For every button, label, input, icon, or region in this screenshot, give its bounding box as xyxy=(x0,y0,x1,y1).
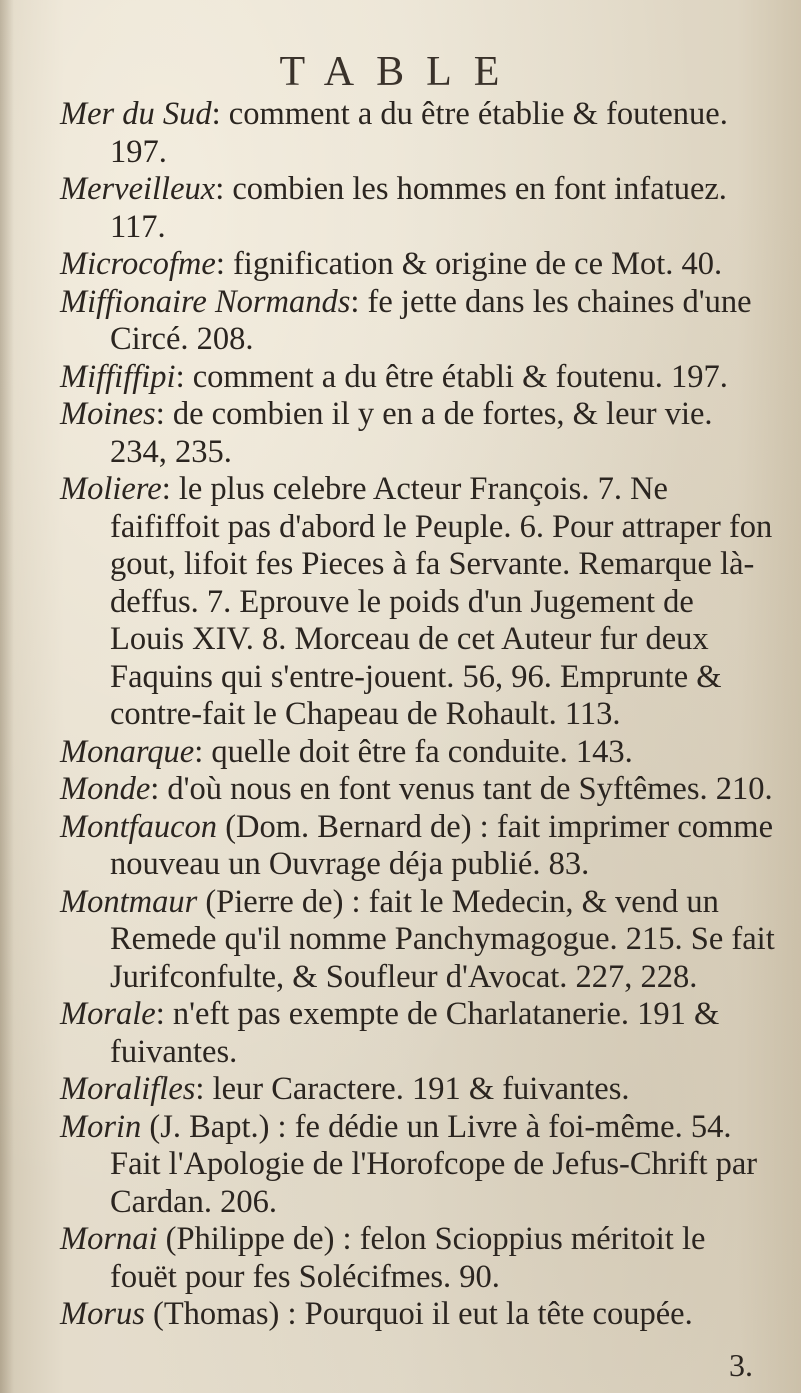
entry-keyword: Montmaur xyxy=(60,883,198,920)
page-folio: 3. xyxy=(729,1347,753,1383)
entry-keyword: Moliere xyxy=(60,471,162,507)
index-entry xyxy=(60,996,775,1071)
entry-text: (Dom. Bernard de) : fait imprimer comme nouveau un Ouvrage déja publié. 83. xyxy=(110,808,773,882)
entry-keyword: Morus xyxy=(60,1296,145,1332)
entry-text: : comment a du être établi & foutenu. 197. xyxy=(175,358,728,395)
entry-keyword: Montfaucon xyxy=(60,808,218,845)
entry-keyword: Monarque xyxy=(60,733,195,770)
index-entry xyxy=(60,246,775,284)
entry-text: : le plus celebre Acteur François. 7. Ne faififfoit pas d'abord le Peuple. 6. Pour attraper fon gout, lifoit fes Pieces à fa Servante. Remarque là-deffus. 7. Eprouve le poids d'un Jugement de Louis XIV. 8. Morceau de cet Auteur fur deux Faquins qui s'entre-jouent. 56, 96. Emprunte & contre-fait le Chapeau de Rohault. 113. xyxy=(110,471,773,732)
entry-text: (Thomas) : Pourquoi il eut la tête coupée. xyxy=(144,1296,693,1332)
entry-text: (Pierre de) : fait le Medecin, & vend un Remede qu'il nomme Panchymagogue. 215. Se fait Jurifconfulte, & Soufleur d'Avocat. 227, 228. xyxy=(110,883,775,995)
index-entry xyxy=(60,359,775,397)
entry-text: : comment a du être établie & foutenue. 197. xyxy=(110,96,728,170)
index-entry xyxy=(60,96,775,171)
entry-text: (J. Bapt.) : fe dédie un Livre à foi-même. 54. Fait l'Apologie de l'Horofcope de Jefus-Chrift par Cardan. 206. xyxy=(110,1108,758,1220)
entry-keyword: Monde xyxy=(60,771,151,807)
index-entry xyxy=(60,809,775,884)
page-header: TABLE xyxy=(279,49,522,95)
entry-keyword: Miffionaire Normands xyxy=(60,283,351,320)
entry-text: : d'où nous en font venus tant de Syftêmes. 210. xyxy=(150,771,773,807)
entry-keyword: Merveilleux xyxy=(60,171,216,207)
entry-text: (Philippe de) : felon Scioppius méritoit le fouët pour fes Solécifmes. 90. xyxy=(110,1221,706,1295)
index-entry xyxy=(60,1071,775,1109)
entry-keyword: Microcofme xyxy=(60,246,216,282)
index-entry xyxy=(60,884,775,997)
entry-text: : quelle doit être fa conduite. 143. xyxy=(194,733,633,770)
page-edge-shadow xyxy=(0,0,14,1393)
entry-text: : combien les hommes en font infatuez. 117. xyxy=(110,171,727,245)
entry-keyword: Mer du Sud xyxy=(60,96,212,132)
index-entry xyxy=(60,396,775,471)
entry-keyword: Morin xyxy=(60,1108,142,1145)
entry-keyword: Miffiffipi xyxy=(60,358,176,395)
index-entry xyxy=(60,771,775,809)
entry-text: : n'eft pas exempte de Charlatanerie. 191 & fuivantes. xyxy=(110,996,720,1070)
index-entry xyxy=(60,1296,775,1334)
index-entry xyxy=(60,471,775,734)
entry-text: : fe jette dans les chaines d'une Circé. 208. xyxy=(110,283,752,357)
index-entry xyxy=(60,1221,775,1296)
entry-text: : leur Caractere. 191 & fuivantes. xyxy=(195,1071,630,1107)
entry-text: : de combien il y en a de fortes, & leur vie. 234, 235. xyxy=(110,396,713,470)
index-entry xyxy=(60,284,775,359)
entry-keyword: Mornai xyxy=(60,1221,158,1257)
index-entry xyxy=(60,171,775,246)
entry-keyword: Moines xyxy=(60,396,156,432)
index-entry xyxy=(60,734,775,772)
entry-text: : fignification & origine de ce Mot. 40. xyxy=(215,246,723,282)
entry-keyword: Morale xyxy=(60,996,156,1032)
index-entries xyxy=(60,96,775,1334)
index-entry xyxy=(60,1109,775,1222)
entry-keyword: Moralifles xyxy=(60,1071,196,1107)
